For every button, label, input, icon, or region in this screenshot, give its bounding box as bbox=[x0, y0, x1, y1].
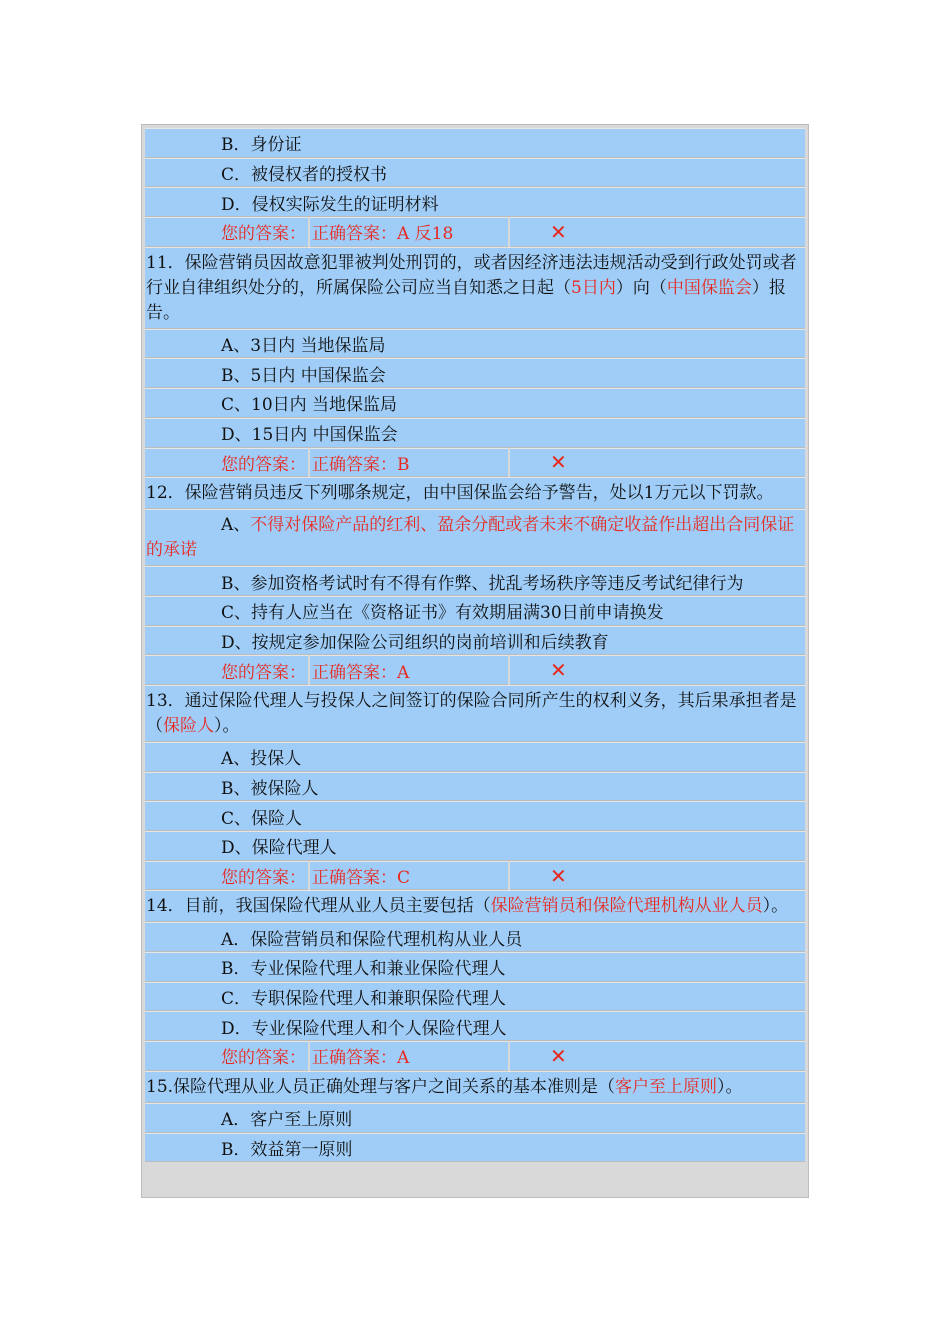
question-text: 15.保险代理从业人员正确处理与客户之间关系的基本准则是（ bbox=[146, 1076, 616, 1097]
option-row bbox=[145, 128, 805, 158]
question-text: ）报告。 bbox=[146, 277, 786, 323]
option-text: C．被侵权者的授权书 bbox=[221, 165, 388, 186]
quiz-content bbox=[145, 128, 805, 1162]
wrong-mark-icon: ✕ bbox=[510, 448, 805, 478]
option-row bbox=[145, 801, 805, 831]
option-row bbox=[145, 158, 805, 188]
option-text: C、保险人 bbox=[221, 808, 303, 829]
question-text: ）。 bbox=[214, 715, 240, 736]
option-row bbox=[145, 358, 805, 388]
option-text: C、10日内 当地保监局 bbox=[221, 395, 398, 416]
wrong-mark-icon: ✕ bbox=[510, 655, 805, 685]
option-row bbox=[145, 509, 805, 566]
question-text: 12．保险营销员违反下列哪条规定，由中国保监会给予警告，处以1万元以下罚款。 bbox=[146, 483, 774, 504]
answer-highlight: 中国保监会 bbox=[666, 277, 752, 298]
your-answer-label: 您的答案： bbox=[145, 217, 308, 247]
option-text: D．专业保险代理人和个人保险代理人 bbox=[221, 1018, 507, 1039]
option-text: C．专职保险代理人和兼职保险代理人 bbox=[221, 989, 507, 1010]
option-text: B、5日内 中国保监会 bbox=[221, 365, 386, 386]
option-row bbox=[145, 566, 805, 596]
question-text: ）。 bbox=[762, 896, 789, 917]
option-row bbox=[145, 742, 805, 772]
correct-answer: 正确答案：B bbox=[310, 448, 508, 478]
question-text: ）。 bbox=[717, 1076, 743, 1097]
option-row bbox=[145, 922, 805, 952]
option-text: B、参加资格考试时有不得有作弊、扰乱考场秩序等违反考试纪律行为 bbox=[221, 573, 744, 594]
answer-highlight: 保险人 bbox=[163, 715, 214, 736]
answer-highlight: 保险营销员和保险代理机构从业人员 bbox=[490, 896, 763, 917]
answer-highlight: 客户至上原则 bbox=[615, 1076, 718, 1097]
option-row bbox=[145, 952, 805, 982]
option-row bbox=[145, 1133, 805, 1163]
question-11 bbox=[145, 247, 805, 329]
correct-answer: 正确答案：A 反18 bbox=[310, 217, 508, 247]
quiz-panel bbox=[141, 124, 809, 1198]
answer-row bbox=[145, 217, 805, 247]
option-row bbox=[145, 388, 805, 418]
question-text: ）向（ bbox=[615, 277, 667, 298]
correct-answer: 正确答案：A bbox=[310, 655, 508, 685]
option-text: D、按规定参加保险公司组织的岗前培训和后续教育 bbox=[221, 632, 609, 653]
option-text: B、被保险人 bbox=[221, 778, 319, 799]
correct-answer: 正确答案：C bbox=[310, 861, 508, 891]
option-row bbox=[145, 831, 805, 861]
option-text: D、保险代理人 bbox=[221, 838, 337, 859]
option-text: B．效益第一原则 bbox=[221, 1139, 353, 1160]
option-text: 不得对保险产品的红利、盈余分配或者未来不确定收益作出超出合同保证的承诺 bbox=[146, 515, 795, 561]
option-text: D．侵权实际发生的证明材料 bbox=[221, 194, 439, 215]
answer-highlight: 5日内 bbox=[571, 277, 616, 298]
wrong-mark-icon: ✕ bbox=[510, 217, 805, 247]
wrong-mark-icon: ✕ bbox=[510, 861, 805, 891]
option-text: B．专业保险代理人和兼业保险代理人 bbox=[221, 959, 506, 980]
option-text: B．身份证 bbox=[221, 135, 302, 156]
answer-row bbox=[145, 655, 805, 685]
option-row bbox=[145, 1103, 805, 1133]
question-text: 13．通过保险代理人与投保人之间签订的保险合同所产生的权利义务，其后果承担者是（ bbox=[146, 690, 797, 736]
option-text: A．客户至上原则 bbox=[221, 1110, 353, 1131]
option-row bbox=[145, 418, 805, 448]
option-row bbox=[145, 982, 805, 1012]
question-14 bbox=[145, 890, 805, 922]
answer-row bbox=[145, 448, 805, 478]
question-13 bbox=[145, 685, 805, 742]
option-text: D、15日内 中国保监会 bbox=[221, 425, 398, 446]
question-text: 14．目前，我国保险代理从业人员主要包括（ bbox=[146, 896, 491, 917]
your-answer-label: 您的答案： bbox=[145, 448, 308, 478]
your-answer-label: 您的答案： bbox=[145, 655, 308, 685]
option-row bbox=[145, 596, 805, 626]
question-text: 11．保险营销员因故意犯罪被判处刑罚的，或者因经济违法违规活动受到行政处罚或者行业自律组织处分的，所属保险公司应当自知悉之日起（ bbox=[146, 252, 797, 298]
option-text: C、持有人应当在《资格证书》有效期届满30日前申请换发 bbox=[221, 603, 664, 624]
correct-answer: 正确答案：A bbox=[310, 1041, 508, 1071]
wrong-mark-icon: ✕ bbox=[510, 1041, 805, 1071]
option-row bbox=[145, 1011, 805, 1041]
answer-row bbox=[145, 861, 805, 891]
option-label: A、 bbox=[221, 515, 251, 536]
option-row bbox=[145, 772, 805, 802]
option-row bbox=[145, 329, 805, 359]
option-text: A．保险营销员和保险代理机构从业人员 bbox=[221, 929, 523, 950]
option-text: A、3日内 当地保监局 bbox=[221, 336, 386, 357]
option-row bbox=[145, 187, 805, 217]
option-row bbox=[145, 626, 805, 656]
your-answer-label: 您的答案： bbox=[145, 1041, 308, 1071]
question-15 bbox=[145, 1071, 805, 1103]
your-answer-label: 您的答案： bbox=[145, 861, 308, 891]
answer-row bbox=[145, 1041, 805, 1071]
option-text: A、投保人 bbox=[221, 749, 302, 770]
question-12 bbox=[145, 477, 805, 509]
